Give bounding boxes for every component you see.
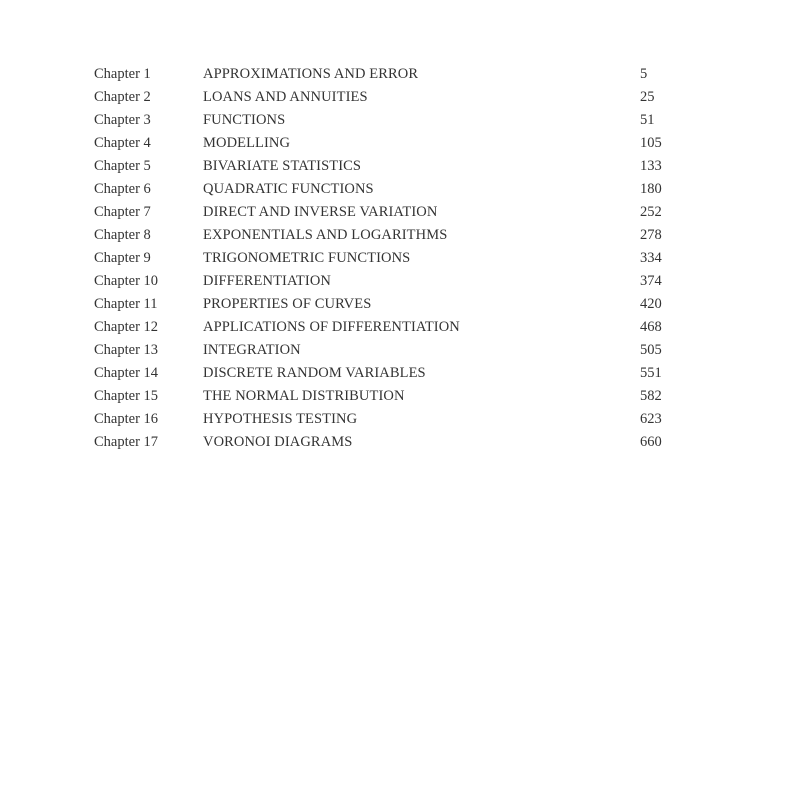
chapter-label: Chapter 17 bbox=[94, 434, 159, 450]
toc-entry bbox=[94, 63, 694, 86]
chapter-label: Chapter 3 bbox=[94, 112, 151, 128]
chapter-label: Chapter 1 bbox=[94, 66, 151, 82]
chapter-title: BIVARIATE STATISTICS bbox=[203, 158, 362, 174]
chapter-title: DISCRETE RANDOM VARIABLES bbox=[203, 365, 426, 381]
chapter-title: DIRECT AND INVERSE VARIATION bbox=[203, 204, 438, 220]
toc-entry bbox=[94, 362, 694, 385]
chapter-label: Chapter 2 bbox=[94, 89, 151, 105]
toc-entry bbox=[94, 293, 694, 316]
chapter-page-number: 468 bbox=[640, 319, 662, 335]
toc-entry bbox=[94, 224, 694, 247]
chapter-label: Chapter 16 bbox=[94, 411, 159, 427]
chapter-label: Chapter 13 bbox=[94, 342, 159, 358]
chapter-label: Chapter 6 bbox=[94, 181, 151, 197]
table-of-contents bbox=[94, 63, 694, 454]
chapter-label: Chapter 5 bbox=[94, 158, 151, 174]
chapter-title: DIFFERENTIATION bbox=[203, 273, 331, 289]
chapter-label: Chapter 4 bbox=[94, 135, 151, 151]
chapter-title: QUADRATIC FUNCTIONS bbox=[203, 181, 374, 197]
chapter-page-number: 505 bbox=[640, 342, 662, 358]
chapter-label: Chapter 11 bbox=[94, 296, 158, 312]
chapter-title: TRIGONOMETRIC FUNCTIONS bbox=[203, 250, 411, 266]
chapter-page-number: 180 bbox=[640, 181, 662, 197]
chapter-title: MODELLING bbox=[203, 135, 291, 151]
toc-entry bbox=[94, 201, 694, 224]
chapter-label: Chapter 9 bbox=[94, 250, 151, 266]
chapter-page-number: 334 bbox=[640, 250, 662, 266]
chapter-title: PROPERTIES OF CURVES bbox=[203, 296, 372, 312]
chapter-title: THE NORMAL DISTRIBUTION bbox=[203, 388, 405, 404]
chapter-page-number: 252 bbox=[640, 204, 662, 220]
chapter-title: VORONOI DIAGRAMS bbox=[203, 434, 353, 450]
chapter-page-number: 25 bbox=[640, 89, 655, 105]
chapter-page-number: 105 bbox=[640, 135, 662, 151]
chapter-page-number: 133 bbox=[640, 158, 662, 174]
toc-entry bbox=[94, 339, 694, 362]
toc-entry bbox=[94, 132, 694, 155]
chapter-title: FUNCTIONS bbox=[203, 112, 286, 128]
chapter-page-number: 374 bbox=[640, 273, 662, 289]
toc-entry bbox=[94, 86, 694, 109]
toc-entry bbox=[94, 385, 694, 408]
chapter-page-number: 51 bbox=[640, 112, 655, 128]
chapter-page-number: 582 bbox=[640, 388, 662, 404]
toc-entry bbox=[94, 155, 694, 178]
chapter-page-number: 5 bbox=[640, 66, 648, 82]
chapter-label: Chapter 12 bbox=[94, 319, 159, 335]
chapter-title: APPLICATIONS OF DIFFERENTIATION bbox=[203, 319, 460, 335]
toc-entry bbox=[94, 408, 694, 431]
chapter-title: APPROXIMATIONS AND ERROR bbox=[203, 66, 419, 82]
chapter-title: INTEGRATION bbox=[203, 342, 301, 358]
chapter-page-number: 660 bbox=[640, 434, 662, 450]
chapter-label: Chapter 14 bbox=[94, 365, 159, 381]
chapter-page-number: 551 bbox=[640, 365, 662, 381]
toc-entry bbox=[94, 178, 694, 201]
chapter-page-number: 278 bbox=[640, 227, 662, 243]
chapter-page-number: 420 bbox=[640, 296, 662, 312]
chapter-title: EXPONENTIALS AND LOGARITHMS bbox=[203, 227, 448, 243]
toc-entry bbox=[94, 316, 694, 339]
chapter-title: LOANS AND ANNUITIES bbox=[203, 89, 368, 105]
chapter-label: Chapter 15 bbox=[94, 388, 159, 404]
chapter-page-number: 623 bbox=[640, 411, 662, 427]
chapter-title: HYPOTHESIS TESTING bbox=[203, 411, 358, 427]
toc-entry bbox=[94, 109, 694, 132]
toc-entry bbox=[94, 431, 694, 454]
chapter-label: Chapter 8 bbox=[94, 227, 151, 243]
chapter-label: Chapter 7 bbox=[94, 204, 151, 220]
toc-entry bbox=[94, 247, 694, 270]
toc-entry bbox=[94, 270, 694, 293]
chapter-label: Chapter 10 bbox=[94, 273, 159, 289]
